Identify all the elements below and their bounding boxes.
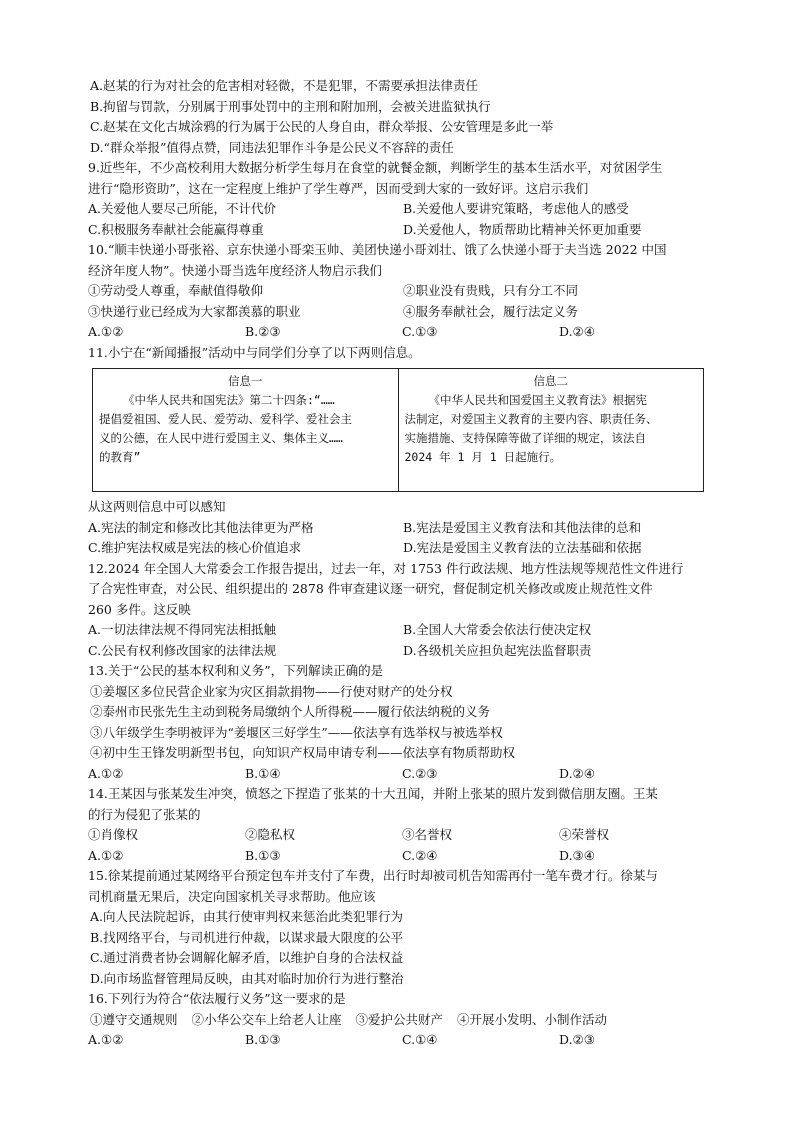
item-4: ④开展小发明、小制作活动: [457, 1011, 608, 1027]
option-c: C.维护宪法权威是宪法的核心价值追求: [88, 540, 302, 555]
items-row: [88, 1010, 718, 1031]
item-3: ③爱护公共财产: [355, 1011, 444, 1027]
option-c: C.积极服务奉献社会能赢得尊重: [88, 221, 264, 237]
option-d: D.向市场监督管理局反映，由其对临时加价行为进行整治: [90, 970, 404, 986]
option-a: A.宪法的制定和修改比其他法律更为严格: [88, 519, 314, 535]
options-row: [88, 518, 718, 539]
items-row: [88, 302, 718, 323]
question-stem: 司机商量无果后，决定向国家机关寻求帮助。他应该: [88, 888, 376, 904]
question-stem: 的行为侵犯了张某的: [88, 806, 201, 822]
question-10: [88, 240, 718, 343]
exam-page: [88, 76, 718, 1051]
option-c: C.通过消费者协会调解化解矛盾，以维护自身的合法权益: [90, 950, 404, 965]
options-row: [88, 220, 718, 241]
question-15: [88, 866, 718, 989]
item-3: ③八年级学生李明被评为“姜堰区三好学生”——依法享有选举权与被选举权: [90, 724, 503, 740]
item-4: ④初中生王锋发明新型书包，向知识产权局申请专利——依法享有物质帮助权: [90, 745, 516, 760]
question-16: [88, 989, 718, 1051]
question-11: [88, 343, 718, 559]
question-stem: 260 多件。这反映: [88, 601, 191, 617]
question-stem: 9.近些年，不少高校利用大数据分析学生每月在食堂的就餐金额，判断学生的基本生活水平，对贫困学生: [88, 160, 663, 175]
items-row: [88, 281, 718, 302]
question-stem: 14.王某因与张某发生冲突，愤怒之下捏造了张某的十大丑闻，并附上张某的照片发到微信朋友圈。王某: [88, 786, 658, 801]
option-d: D.“群众举报”值得点赞，同违法犯罪作斗争是公民义不容辞的责任: [90, 139, 454, 155]
option-c: C.公民有权利修改国家的法律法规: [88, 642, 277, 658]
item-2: ②泰州市民张先生主动到税务局缴纳个人所得税——履行依法纳税的义务: [90, 704, 491, 719]
option-b: B.拘留与罚款，分别属于刑事处罚中的主刑和附加刑，会被关进监狱执行: [90, 98, 491, 114]
info-two-cell: 《中华人民共和国爱国主义教育法》根据宪 法制定，对爱国主义教育的主要内容、职责任务、 实施措施、支持保障等做了详细的规定，该法自 2024 年 1 月 1 日起施行。: [398, 391, 704, 492]
options-row: [88, 641, 718, 662]
question-stem: 进行“隐形资助”，这在一定程度上维护了学生尊严，因而受到大家的一致好评。这启示我们: [88, 180, 589, 196]
options-row: [88, 764, 718, 785]
item-1: ①遵守交通规则: [90, 1011, 178, 1027]
option-a: A.向人民法院起诉，由其行使审判权来惩治此类犯罪行为: [90, 909, 404, 924]
item-4: ④服务奉献社会，履行法定义务: [403, 303, 579, 319]
info-table: [92, 368, 704, 492]
option-a: A.①②: [88, 1032, 124, 1047]
option-d: D.宪法是爱国主义教育法的立法基础和依据: [403, 540, 642, 555]
items-row: [88, 825, 718, 846]
options-row: [88, 538, 718, 559]
question-stem: 16.下列行为符合“依法履行义务”这一要求的是: [88, 991, 346, 1006]
item-3: ③快递行业已经成为大家都羡慕的职业: [88, 303, 301, 319]
option-c: C.赵某在文化古城涂鸦的行为属于公民的人身自由，群众举报、公安管理是多此一举: [90, 119, 554, 134]
option-a: A.①②: [88, 765, 124, 781]
options-row: [88, 199, 718, 220]
info-two-header: 信息二: [398, 369, 704, 392]
option-d: D.关爱他人，物质帮助比精神关怀更加重要: [403, 221, 642, 237]
option-d: D.②④: [559, 765, 595, 781]
item-1: ①肖像权: [88, 827, 139, 842]
question-8-options: [88, 76, 718, 158]
option-a: A.一切法律法规不得同宪法相抵触: [88, 622, 277, 637]
option-b: B.①③: [245, 847, 281, 863]
question-stem: 15.徐某提前通过某网络平台预定包车并支付了车费，出行时却被司机告知需再付一笔车费才行。徐某与: [88, 868, 658, 883]
option-c: C.①④: [402, 1032, 438, 1047]
options-row: [88, 1030, 718, 1051]
option-b: B.找网络平台，与司机进行仲裁，以谋求最大限度的公平: [90, 929, 404, 945]
option-d: D.②④: [559, 324, 595, 339]
option-b: B.②③: [245, 324, 281, 339]
option-a: A.①②: [88, 847, 124, 863]
option-b: B.全国人大常委会依法行使决定权: [403, 622, 592, 637]
item-3: ③名誉权: [402, 827, 453, 842]
options-row: [88, 846, 718, 867]
option-b: B.关爱他人要讲究策略，考虑他人的感受: [403, 201, 629, 216]
options-row: [88, 620, 718, 641]
option-d: D.各级机关应担负起宪法监督职责: [403, 642, 592, 658]
question-9: [88, 158, 718, 240]
info-one-cell: 《中华人民共和国宪法》第二十四条:“…… 提倡爱祖国、爱人民、爱劳动、爱科学、爱社会主 义的公德，在人民中进行爱国主义、集体主义…… 的教育”: [93, 391, 399, 492]
question-stem: 13.关于“公民的基本权利和义务”，下列解读正确的是: [88, 663, 384, 678]
option-d: D.③④: [559, 847, 595, 863]
item-4: ④荣誉权: [559, 827, 610, 842]
option-c: C.②③: [402, 765, 438, 781]
option-b: B.①④: [245, 765, 281, 781]
question-stem: 10.“顺丰快递小哥张裕、京东快递小哥栾玉帅、美团快递小哥刘壮、饿了么快递小哥于夫当选 2022 中国: [88, 242, 667, 257]
question-14: [88, 784, 718, 866]
option-d: D.②③: [559, 1032, 595, 1047]
question-stem: 11.小宁在“新闻播报”活动中与同学们分享了以下两则信息。: [88, 344, 421, 360]
question-stem: 了合宪性审查，对公民、组织提出的 2878 件审查建议逐一研究，督促制定机关修改或废止规范性文件: [88, 581, 653, 596]
option-b: B.①③: [245, 1032, 281, 1047]
option-a: A.①②: [88, 324, 124, 339]
question-13: [88, 661, 718, 784]
item-2: ②小华公交车上给老人让座: [191, 1011, 342, 1027]
question-stem: 12.2024 年全国人大常委会工作报告提出，过去一年，对 1753 件行政法规、地方性法规等规范性文件进行: [88, 560, 684, 576]
option-a: A.关爱他人要尽己所能，不计代价: [88, 201, 277, 216]
options-row: [88, 322, 718, 343]
option-c: C.②④: [402, 847, 438, 863]
item-1: ①劳动受人尊重，奉献值得敬仰: [88, 283, 264, 298]
option-b: B.宪法是爱国主义教育法和其他法律的总和: [403, 519, 642, 535]
option-c: C.①③: [402, 324, 438, 339]
item-2: ②职业没有贵贱，只有分工不同: [403, 283, 579, 298]
option-a: A.赵某的行为对社会的危害相对轻微，不是犯罪，不需要承担法律责任: [90, 78, 479, 93]
item-2: ②隐私权: [245, 827, 296, 842]
question-prompt: 从这两则信息中可以感知: [88, 499, 226, 514]
question-stem: 经济年度人物”。快递小哥当选年度经济人物启示我们: [88, 262, 382, 278]
question-12: [88, 559, 718, 662]
info-one-header: 信息一: [93, 369, 399, 392]
item-1: ①姜堰区多位民营企业家为灾区捐款捐物——行使对财产的处分权: [90, 683, 453, 699]
